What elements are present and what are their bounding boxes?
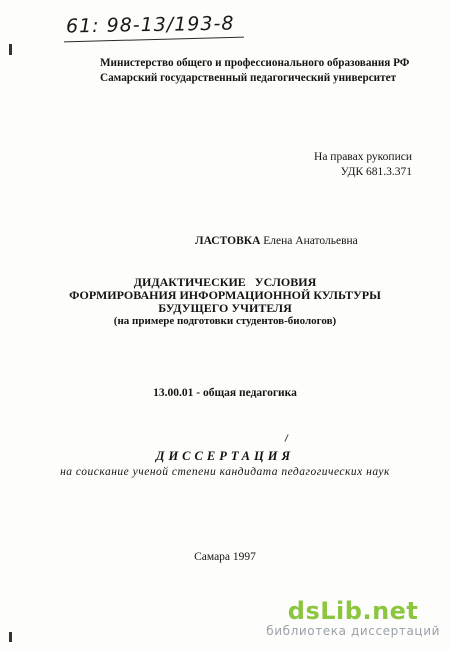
title-line-2: ФОРМИРОВАНИЯ ИНФОРМАЦИОННОЙ КУЛЬТУРЫ (69, 288, 381, 302)
rights-notice: На правах рукописи (314, 151, 412, 163)
watermark-logo-main: dsLib (287, 597, 363, 625)
archive-number-underline (64, 37, 244, 43)
udc-code: УДК 681.3.371 (340, 166, 412, 178)
dissertation-title (0, 276, 450, 328)
handwritten-archive-number: 61: 98-13/193-8 (65, 12, 235, 38)
author-name (195, 235, 358, 247)
title-subtitle: (на примере подготовки студентов-биологов) (113, 315, 337, 327)
specialty-code: 13.00.01 - общая педагогика (153, 387, 297, 399)
manuscript-rights-block (314, 150, 412, 180)
watermark-logo (266, 598, 440, 624)
ministry-line: Министерство общего и профессионального образования РФ (100, 57, 410, 69)
place-and-year: Самара 1997 (194, 551, 256, 563)
institution-header (100, 56, 409, 86)
watermark-caption: библиотека диссертаций (266, 624, 440, 638)
watermark-logo-suffix: .net (362, 597, 419, 625)
university-line: Самарский государственный педагогический университет (100, 72, 397, 84)
title-line-3: БУДУЩЕГО УЧИТЕЛЯ (158, 301, 292, 315)
title-line-1: ДИДАКТИЧЕСКИЕ УСЛОВИЯ (133, 275, 317, 289)
dslib-watermark (266, 598, 440, 638)
scan-edge-mark (9, 44, 12, 55)
scan-edge-mark-bottom (9, 632, 12, 642)
degree-statement: на соискание ученой степени кандидата педагогических наук (60, 466, 390, 478)
author-given-names: Елена Анатольевна (263, 235, 358, 247)
document-type: ДИССЕРТАЦИЯ (155, 449, 295, 463)
pen-mark (284, 434, 288, 442)
author-surname: ЛАСТОВКА (195, 235, 261, 247)
